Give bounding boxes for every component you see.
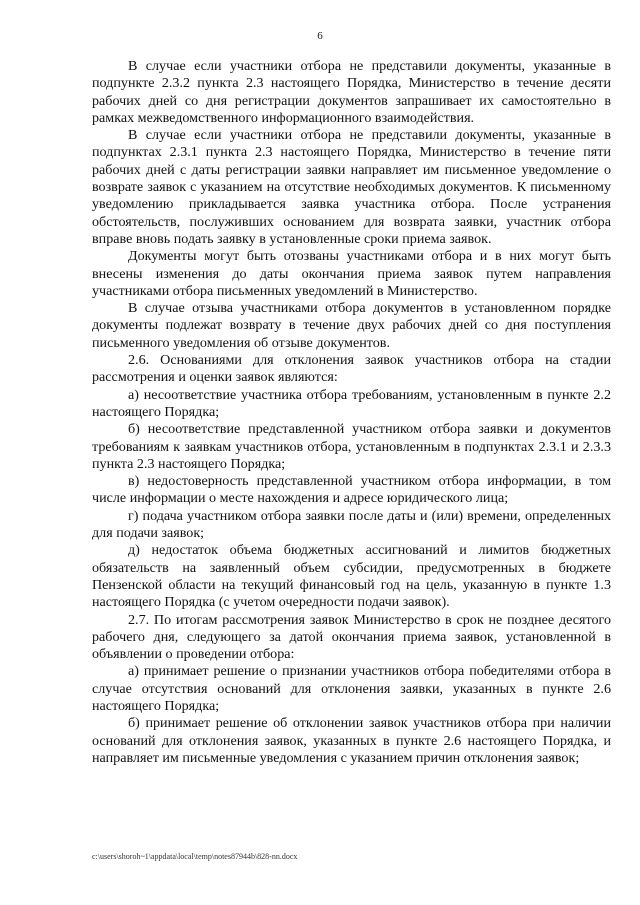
- paragraph: В случае если участники отбора не представили документы, указанные в подпунктах 2.3.1 пункта 2.3 настоящего Порядка, Министерство в течение пяти рабочих дней с даты регистрации заявки направляет им письменное уведомление о возврате заявок с указанием на отсутствие необходимых документов. К письменному уведомлению прикладывается заявка участника отбора. После устранения обстоятельств, послуживших основанием для возврата заявки, участник отбора вправе вновь подать заявку в установленные сроки приема заявок.: [92, 127, 611, 247]
- paragraph: В случае если участники отбора не представили документы, указанные в подпункте 2.3.2 пункта 2.3 настоящего Порядка, Министерство в течение десяти рабочих дней со дня регистрации документов запрашивает их самостоятельно в рамках межведомственного информационного взаимодействия.: [92, 58, 611, 126]
- paragraph: 2.6. Основаниями для отклонения заявок участников отбора на стадии рассмотрения и оценки заявок являются:: [92, 352, 611, 386]
- list-item: б) несоответствие представленной участником отбора заявки и документов требованиям к заявкам участников отбора, установленным в подпунктах 2.3.1 и 2.3.3 пункта 2.3 настоящего Порядка;: [92, 421, 611, 472]
- paragraph: Документы могут быть отозваны участниками отбора и в них могут быть внесены изменения до даты окончания приема заявок путем направления участниками отбора письменных уведомлений в Министерство.: [92, 248, 611, 299]
- page-number: 6: [317, 30, 323, 42]
- list-item: а) принимает решение о признании участников отбора победителями отбора в случае отсутствия оснований для отклонения заявки, указанных в пункте 2.6 настоящего Порядка;: [92, 663, 611, 714]
- document-body: [92, 58, 611, 767]
- list-item: а) несоответствие участника отбора требованиям, установленным в пункте 2.2 настоящего Порядка;: [92, 386, 611, 420]
- list-item: в) недостоверность представленной участником отбора информации, в том числе информации о месте нахождения и адресе юридического лица;: [92, 473, 611, 507]
- list-item: д) недостаток объема бюджетных ассигнований и лимитов бюджетных обязательств на заявленный объем субсидии, предусмотренных в бюджете Пензенской области на текущий финансовый год на цель, указанную в пункте 1.3 настоящего Порядка (с учетом очередности подачи заявок).: [92, 542, 611, 611]
- list-item: б) принимает решение об отклонении заявок участников отбора при наличии оснований для отклонения заявок, указанных в пункте 2.6 настоящего Порядка, и направляет им письменные уведомления с указанием причин отклонения заявок;: [92, 715, 611, 766]
- paragraph: 2.7. По итогам рассмотрения заявок Министерство в срок не позднее десятого рабочего дня, следующего за датой окончания приема заявок, установленной в объявлении о проведении отбора:: [92, 611, 611, 663]
- paragraph: В случае отзыва участниками отбора документов в установленном порядке документы подлежат возврату в течение двух рабочих дней со дня поступления письменного уведомления об отзыве документов.: [92, 300, 611, 351]
- list-item: г) подача участником отбора заявки после даты и (или) времени, определенных для подачи заявок;: [92, 507, 611, 542]
- footer-file-path: c:\users\shoroh~1\appdata\local\temp\notes87944b\828-nn.docx: [92, 852, 298, 861]
